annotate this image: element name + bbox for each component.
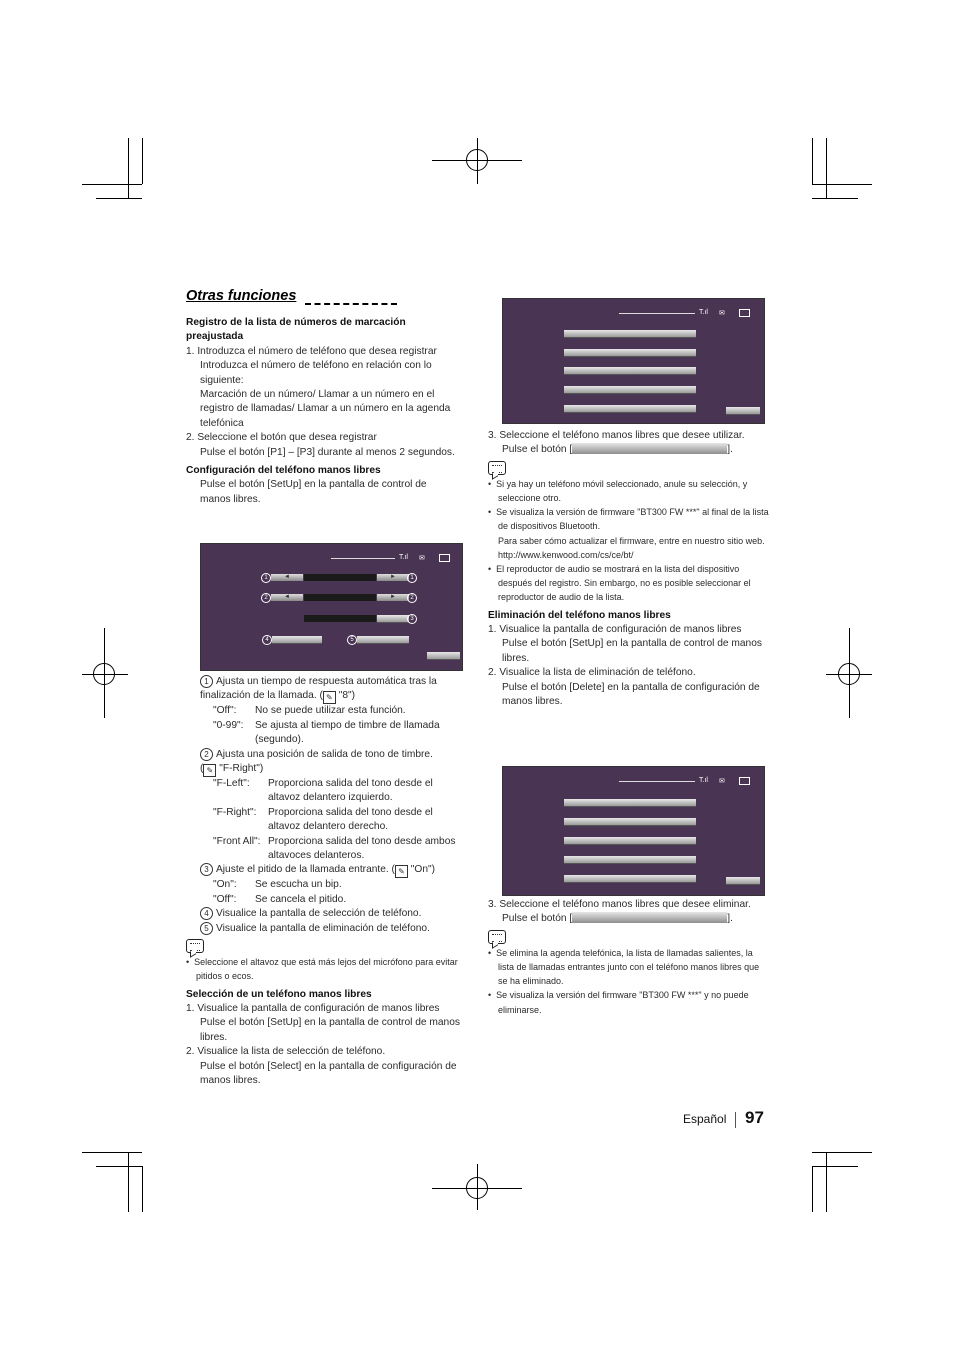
left-arrow-button: ◄: [271, 594, 303, 601]
crop-mark: [82, 184, 142, 185]
device-button-image: [572, 912, 727, 923]
option-key: "Front All":: [213, 835, 261, 847]
step-detail: Marcación de un número/ Llamar a un número en el registro de llamadas/ Llamar a un número en la agenda telefónica: [200, 389, 451, 429]
marker-2: 2: [200, 748, 213, 761]
note-item: • Seleccione el altavoz que está más lejos del micrófono para evitar pitidos o ecos.: [186, 957, 458, 982]
crop-mark: [96, 198, 142, 199]
registration-circle: [93, 663, 115, 685]
item-2-text: Ajusta una posición de salida de tono de timbre.: [216, 748, 433, 760]
step-detail: Pulse el botón [SetUp] en la pantalla de control de manos libres.: [200, 1017, 460, 1043]
note-item: • El reproductor de audio se mostrará en la lista del dispositivo después del registro. Sin embargo, no es posible seleccionar el reproductor de audio de la lista.: [488, 564, 751, 603]
bracket-close: ].: [727, 444, 733, 456]
crop-mark: [128, 138, 129, 198]
item-3-text: Ajuste el pitido de la llamada entrante. (: [216, 864, 395, 876]
registration-circle: [466, 1177, 488, 1199]
item-3-default: "On"): [410, 864, 436, 876]
option-value: Se ajusta al tiempo de timbre de llamada (segundo).: [255, 719, 440, 746]
pencil-icon: ✎: [395, 865, 408, 878]
option-key: "On":: [213, 879, 237, 891]
option-value: Proporciona salida del tono desde ambos altavoces delanteros.: [268, 835, 456, 862]
step-detail: Introduzca el número de teléfono en relación con lo siguiente:: [200, 360, 432, 386]
crop-mark: [142, 138, 143, 184]
pencil-icon: ✎: [323, 691, 336, 704]
device-list-item: [564, 875, 696, 883]
left-column-top: [186, 316, 456, 507]
step-detail: Pulse el botón [Select] en la pantalla de configuración de manos libres.: [200, 1060, 457, 1086]
item-1-text: Ajusta un tiempo de respuesta automática tras la finalización de la llamada. (: [200, 676, 437, 702]
option-value: Se cancela el pitido.: [255, 893, 347, 905]
option-key: "F-Left":: [213, 778, 250, 790]
return-button: [726, 407, 760, 415]
crop-mark: [128, 1152, 129, 1212]
title-underline: [305, 303, 397, 305]
registration-circle: [838, 663, 860, 685]
device-list-item: [564, 818, 696, 826]
crop-mark: [826, 138, 827, 198]
bracket-close: ].: [727, 913, 733, 925]
option-key: "F-Right":: [213, 806, 257, 818]
pencil-icon: ✎: [203, 764, 216, 777]
device-list-item: [564, 367, 696, 375]
phone-select-screen-image: [502, 298, 765, 424]
signal-icon: T.ıl: [399, 554, 408, 561]
marker-1: 1: [407, 573, 417, 583]
phone-icon: ✉: [719, 778, 725, 785]
note-item: • Se visualiza la versión de firmware "BT300 FW ***" al final de la lista de dispositivos Bluetooth.: [488, 507, 769, 532]
item-4-text: Visualice la pantalla de selección de teléfono.: [216, 908, 422, 920]
note-item: • Se elimina la agenda telefónica, la lista de llamadas salientes, la lista de llamadas entrantes junto con el teléfono manos libres que se ha eliminado.: [488, 947, 760, 987]
heading-select-phone: Selección de un teléfono manos libres: [186, 988, 372, 1000]
signal-icon: T.ıl: [699, 309, 708, 316]
step: 2. Visualice la lista de eliminación de teléfono.: [488, 667, 696, 679]
marker-4: 4: [200, 907, 213, 920]
left-column-bottom: 1 Ajusta un tiempo de respuesta automática tras la finalización de la llamada. ( ✎ "8") "Off": No se puede utilizar esta función. "0-99": Se ajusta al tiempo de timbre de llamada (segundo). 2 Ajusta una posición de salida de tono de timbre. ( ✎ "F-Right") "F-Left": Proporciona salida del tono desde el altavoz delantero izquierdo. "F-Right": Proporciona salida del tono desde el altavoz delantero derecho. "Front All": Proporciona salida del tono desde ambos altavoces delanteros. 3 Ajuste el pitido de la llamada entrante. ( ✎ "On") "On": Se escucha un bip. "Off": Se cancela el pitido. 4 Visualice la pantalla de selección de teléfono. 5 Visualice la pantalla de eliminación de teléfono. • Seleccione el altavoz que está más lejos del micrófono para evitar pitidos o ecos. Selección de un teléfono manos libres 1. Visualice la pantalla de configuración de manos libres Pulse el botón [SetUp] en la pantalla de control de manos libres. 2. Visualice la lista de selección de teléfono. Pulse el botón [Select] en la pantalla de configuración de manos libres.: [186, 675, 466, 1088]
right-column: [488, 429, 770, 709]
note-continued: Para saber cómo actualizar el firmware, entre en nuestro sitio web.: [498, 535, 765, 546]
crop-mark: [82, 1152, 142, 1153]
option-key: "0-99":: [213, 719, 244, 731]
return-button: [726, 877, 760, 885]
note-item: • Si ya hay un teléfono móvil seleccionado, anule su selección, y seleccione otro.: [488, 478, 748, 504]
value-field: [304, 574, 376, 581]
crop-mark: [812, 138, 813, 184]
device-list-item: [564, 799, 696, 807]
step: 1. Introduzca el número de teléfono que desea registrar: [186, 345, 437, 357]
delete-button: [357, 636, 409, 644]
heading-handsfree-setup: Configuración del teléfono manos libres: [186, 465, 381, 477]
step-detail: Pulse el botón [Delete] en la pantalla de configuración de manos libres.: [502, 681, 760, 708]
step-detail: Pulse el botón [: [502, 913, 573, 925]
registration-circle: [466, 149, 488, 171]
marker-2: 2: [407, 593, 417, 603]
option-key: "Off":: [213, 705, 237, 717]
step: 3. Seleccione el teléfono manos libres que desee eliminar.: [488, 899, 751, 910]
right-arrow-button: ►: [377, 594, 409, 601]
marker-2: 2: [261, 593, 271, 603]
crop-mark: [142, 1166, 143, 1212]
section-title: Otras funciones: [186, 288, 297, 304]
item-2-default: "F-Right"): [219, 763, 264, 775]
device-list-item: [564, 349, 696, 357]
setup-screen-image: [200, 543, 463, 671]
marker-3: 3: [200, 863, 213, 876]
step-detail: Pulse el botón [SetUp] en la pantalla de control de manos libres.: [502, 638, 762, 664]
return-button: [427, 652, 460, 660]
crop-mark: [812, 1166, 813, 1212]
marker-1: 1: [200, 675, 213, 688]
status-line: [619, 313, 695, 314]
note-item: • Se visualiza la versión del firmware "BT300 FW ***" y no puede eliminarse.: [488, 990, 749, 1015]
right-arrow-button: ►: [377, 574, 409, 581]
crop-mark: [812, 1166, 858, 1167]
value-field: [304, 615, 376, 622]
marker-5: 5: [347, 635, 357, 645]
device-list-item: [564, 837, 696, 845]
right-column-bottom: [488, 898, 770, 1017]
step: 1. Visualice la pantalla de configuración de manos libres: [186, 1002, 440, 1014]
phone-icon: ✉: [419, 555, 425, 562]
crop-mark: [812, 1152, 872, 1153]
step-detail: Pulse el botón [: [502, 444, 573, 456]
crop-mark: [812, 184, 872, 185]
heading-delete-phone: Eliminación del teléfono manos libres: [488, 609, 671, 621]
step-detail: Pulse el botón [SetUp] en la pantalla de control de manos libres.: [200, 479, 427, 505]
value-field: [304, 594, 376, 601]
step: 2. Visualice la lista de selección de teléfono.: [186, 1046, 386, 1058]
crop-mark: [826, 1152, 827, 1212]
device-list-item: [564, 856, 696, 864]
marker-3: 3: [407, 614, 417, 624]
toggle-button: [377, 615, 409, 623]
status-line: [331, 558, 395, 559]
item-5-text: Visualice la pantalla de eliminación de teléfono.: [216, 922, 430, 934]
device-list-item: [564, 405, 696, 413]
heading-preset-list: Registro de la lista de números de marcación preajustada: [186, 317, 406, 343]
footer-language: Español: [683, 1112, 727, 1126]
footer-divider: [735, 1112, 736, 1128]
step: 1. Visualice la pantalla de configuración de manos libres: [488, 624, 742, 636]
left-arrow-button: ◄: [271, 574, 303, 581]
note-icon: [488, 930, 506, 944]
option-key: "Off":: [213, 893, 237, 905]
battery-icon: [739, 777, 750, 785]
step-detail: Pulse el botón [P1] – [P3] durante al menos 2 segundos.: [200, 446, 455, 458]
status-line: [619, 781, 695, 782]
battery-icon: [439, 554, 450, 562]
note-icon: [488, 461, 506, 475]
note-icon: [186, 939, 204, 953]
option-value: Se escucha un bip.: [255, 879, 342, 891]
battery-icon: [739, 309, 750, 317]
option-value: No se puede utilizar esta función.: [255, 705, 406, 717]
option-value: Proporciona salida del tono desde el altavoz delantero izquierdo.: [268, 778, 433, 804]
page-number: 97: [745, 1108, 764, 1127]
select-button: [272, 636, 322, 644]
marker-5: 5: [200, 922, 213, 935]
device-list-item: [564, 330, 696, 338]
marker-4: 4: [262, 635, 272, 645]
phone-delete-screen-image: [502, 766, 765, 896]
phone-icon: ✉: [719, 310, 725, 317]
support-link[interactable]: http://www.kenwood.com/cs/ce/bt/: [498, 549, 634, 560]
item-1-default: "8"): [338, 690, 356, 702]
crop-mark: [812, 198, 858, 199]
device-button-image: [572, 443, 727, 454]
device-list-item: [564, 386, 696, 394]
step: 2. Seleccione el botón que desea registrar: [186, 432, 377, 444]
signal-icon: T.ıl: [699, 777, 708, 784]
crop-mark: [96, 1166, 142, 1167]
marker-1: 1: [261, 573, 271, 583]
step: 3. Seleccione el teléfono manos libres que desee utilizar.: [488, 430, 745, 441]
option-value: Proporciona salida del tono desde el altavoz delantero derecho.: [268, 806, 433, 833]
